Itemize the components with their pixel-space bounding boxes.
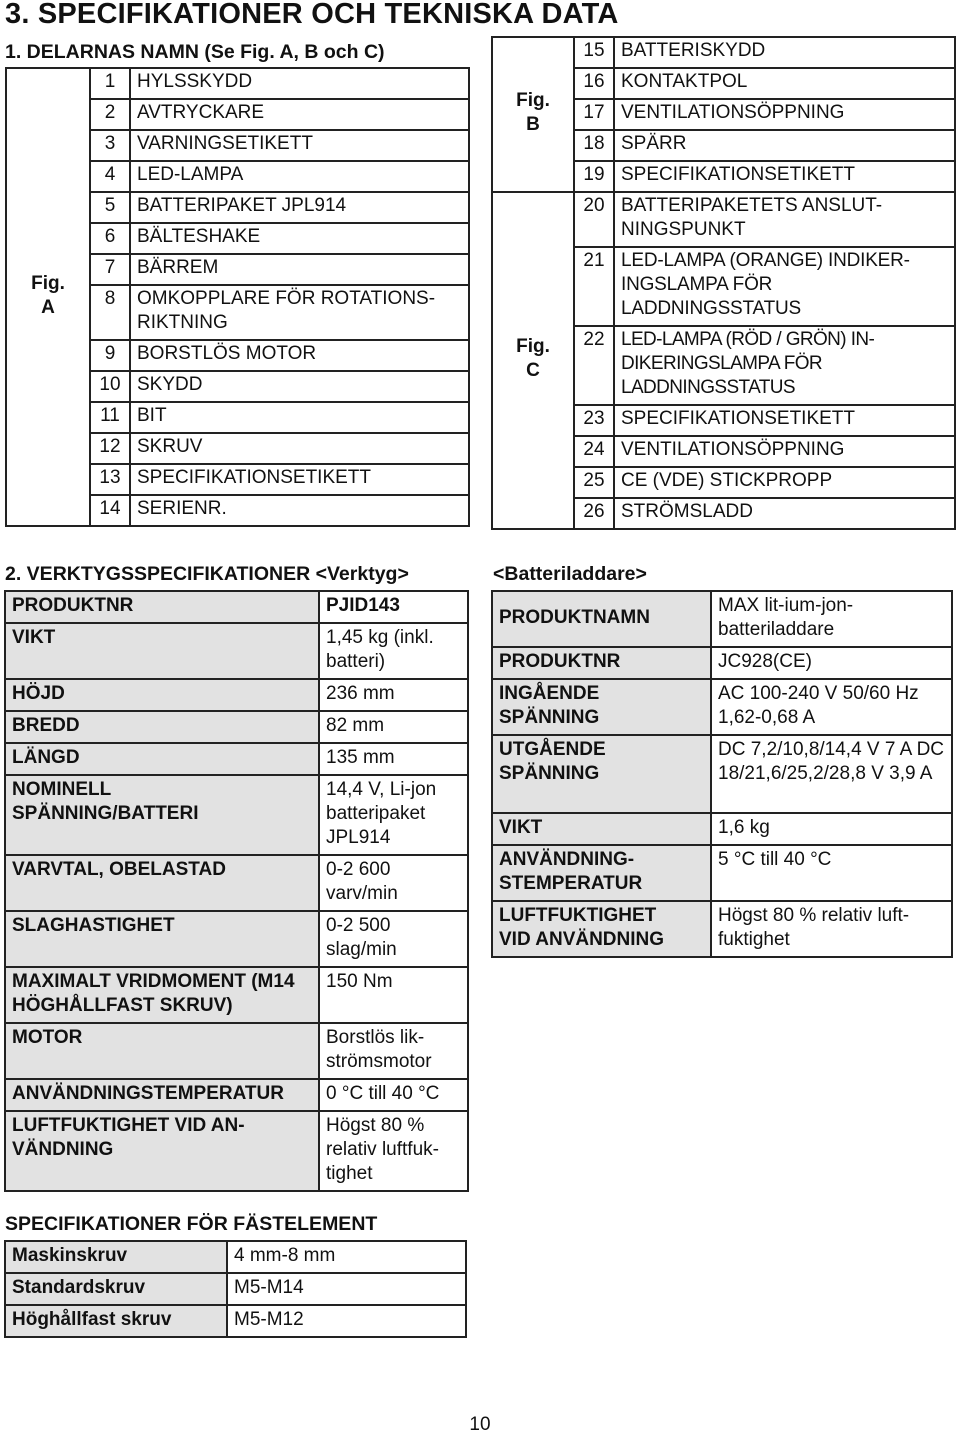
part-name: LED-LAMPA (ORANGE) INDIKER-INGSLAMPA FÖR LADDNINGSSTATUS [614, 247, 955, 326]
part-name: OMKOPPLARE FÖR ROTATIONS-RIKTNING [130, 285, 469, 340]
part-num: 14 [90, 495, 130, 526]
spec-value: DC 7,2/10,8/14,4 V 7 A DC 18/21,6/25,2/28,8 V 3,9 A [711, 735, 952, 813]
part-name: VENTILATIONSÖPPNING [614, 436, 955, 467]
part-name: SPÄRR [614, 130, 955, 161]
spec-value: 82 mm [319, 711, 468, 743]
parts-table-left [5, 67, 470, 527]
spec-label: ANVÄNDNING-STEMPERATUR [492, 845, 711, 901]
part-num: 17 [574, 99, 614, 130]
part-num: 22 [574, 326, 614, 405]
part-name: BORSTLÖS MOTOR [130, 340, 469, 371]
spec-label: NOMINELL SPÄNNING/BATTERI [5, 775, 319, 855]
spec-label: HÖJD [5, 679, 319, 711]
spec-value: JC928(CE) [711, 647, 952, 679]
fig-a-cell-bottom [6, 340, 90, 526]
part-name: VENTILATIONSÖPPNING [614, 99, 955, 130]
spec-label: VARVTAL, OBELASTAD [5, 855, 319, 911]
part-name: KONTAKTPOL [614, 68, 955, 99]
spec-value: 150 Nm [319, 967, 468, 1023]
fastener-value: 4 mm-8 mm [227, 1241, 466, 1273]
parts-table-right [491, 36, 956, 530]
spec-value: 135 mm [319, 743, 468, 775]
spec-label: PRODUKTNR [5, 591, 319, 623]
spec-label: MOTOR [5, 1023, 319, 1079]
fig-b-label: Fig. B [492, 37, 574, 192]
part-num: 4 [90, 161, 130, 192]
part-name: HYLSSKYDD [130, 68, 469, 99]
spec-value: MAX lit-ium-jon-batteriladdare [711, 591, 952, 647]
fastener-label: Standardskruv [5, 1273, 227, 1305]
part-num: 21 [574, 247, 614, 326]
fig-a-cell-top [6, 68, 90, 254]
part-name: CE (VDE) STICKPROPP [614, 467, 955, 498]
part-name: SKYDD [130, 371, 469, 402]
part-name: AVTRYCKARE [130, 99, 469, 130]
part-num: 3 [90, 130, 130, 161]
part-num: 10 [90, 371, 130, 402]
part-name: SERIENR. [130, 495, 469, 526]
spec-label: UTGÅENDE SPÄNNING [492, 735, 711, 813]
spec-value: PJID143 [319, 591, 468, 623]
spec-label: PRODUKTNAMN [492, 591, 711, 647]
tool-specs-heading: 2. VERKTYGSSPECIFIKATIONER <Verktyg> [5, 563, 409, 585]
fig-a-label: Fig. A [6, 254, 90, 340]
spec-label: LÄNGD [5, 743, 319, 775]
part-num: 5 [90, 192, 130, 223]
part-name: SPECIFIKATIONSETIKETT [130, 464, 469, 495]
charger-specs-heading: <Batteriladdare> [493, 563, 647, 585]
spec-value: 0-2 500 slag/min [319, 911, 468, 967]
part-name: VARNINGSETIKETT [130, 130, 469, 161]
part-num: 16 [574, 68, 614, 99]
part-num: 25 [574, 467, 614, 498]
part-name: LED-LAMPA [130, 161, 469, 192]
fastener-value: M5-M14 [227, 1273, 466, 1305]
part-name: BIT [130, 402, 469, 433]
part-num: 26 [574, 498, 614, 529]
section-title: 3. SPECIFIKATIONER OCH TEKNISKA DATA [5, 0, 619, 30]
spec-value: 14,4 V, Li-jon batteripaket JPL914 [319, 775, 468, 855]
fastener-label: Höghållfast skruv [5, 1305, 227, 1337]
part-name: BÄLTESHAKE [130, 223, 469, 254]
part-num: 11 [90, 402, 130, 433]
part-num: 18 [574, 130, 614, 161]
fastener-value: M5-M12 [227, 1305, 466, 1337]
spec-label: MAXIMALT VRIDMOMENT (M14 HÖGHÅLLFAST SKRUV) [5, 967, 319, 1023]
spec-value: Högst 80 % relativ luft-fuktighet [711, 901, 952, 957]
spec-label: BREDD [5, 711, 319, 743]
spec-value: 1,6 kg [711, 813, 952, 845]
part-name: SKRUV [130, 433, 469, 464]
tool-specs-table [4, 590, 469, 1192]
page-number: 10 [469, 1414, 491, 1435]
part-name: SPECIFIKATIONSETIKETT [614, 405, 955, 436]
fig-c-label: Fig. C [492, 192, 574, 529]
part-name: BÄRREM [130, 254, 469, 285]
part-num: 24 [574, 436, 614, 467]
spec-label: VIKT [5, 623, 319, 679]
part-num: 12 [90, 433, 130, 464]
parts-heading: 1. DELARNAS NAMN (Se Fig. A, B och C) [5, 41, 385, 63]
spec-value: 236 mm [319, 679, 468, 711]
charger-specs-table [491, 590, 953, 958]
part-num: 23 [574, 405, 614, 436]
part-name: BATTERIPAKET JPL914 [130, 192, 469, 223]
spec-value: AC 100-240 V 50/60 Hz 1,62-0,68 A [711, 679, 952, 735]
spec-value: Borstlös lik-strömsmotor [319, 1023, 468, 1079]
part-name: STRÖMSLADD [614, 498, 955, 529]
spec-label: SLAGHASTIGHET [5, 911, 319, 967]
spec-value: Högst 80 % relativ luftfuk-tighet [319, 1111, 468, 1191]
spec-label: ANVÄNDNINGSTEMPERATUR [5, 1079, 319, 1111]
part-name: BATTERIPAKETETS ANSLUT-NINGSPUNKT [614, 192, 955, 247]
spec-label: INGÅENDE SPÄNNING [492, 679, 711, 735]
part-name: SPECIFIKATIONSETIKETT [614, 161, 955, 192]
part-num: 8 [90, 285, 130, 340]
part-num: 2 [90, 99, 130, 130]
part-num: 6 [90, 223, 130, 254]
fastener-specs-heading: SPECIFIKATIONER FÖR FÄSTELEMENT [5, 1213, 378, 1235]
part-num: 19 [574, 161, 614, 192]
spec-label: VIKT [492, 813, 711, 845]
part-name: LED-LAMPA (RÖD / GRÖN) IN-DIKERINGSLAMPA FÖR LADDNINGSSTATUS [614, 326, 955, 405]
spec-value: 0 °C till 40 °C [319, 1079, 468, 1111]
spec-label: LUFTFUKTIGHET VID ANVÄNDNING [492, 901, 711, 957]
fastener-specs-table [4, 1240, 467, 1338]
part-num: 9 [90, 340, 130, 371]
spec-label: PRODUKTNR [492, 647, 711, 679]
part-num: 20 [574, 192, 614, 247]
part-num: 13 [90, 464, 130, 495]
spec-value: 5 °C till 40 °C [711, 845, 952, 901]
part-num: 1 [90, 68, 130, 99]
part-num: 7 [90, 254, 130, 285]
spec-value: 1,45 kg (inkl. batteri) [319, 623, 468, 679]
spec-value: 0-2 600 varv/min [319, 855, 468, 911]
part-num: 15 [574, 37, 614, 68]
fastener-label: Maskinskruv [5, 1241, 227, 1273]
part-name: BATTERISKYDD [614, 37, 955, 68]
spec-label: LUFTFUKTIGHET VID AN-VÄNDNING [5, 1111, 319, 1191]
